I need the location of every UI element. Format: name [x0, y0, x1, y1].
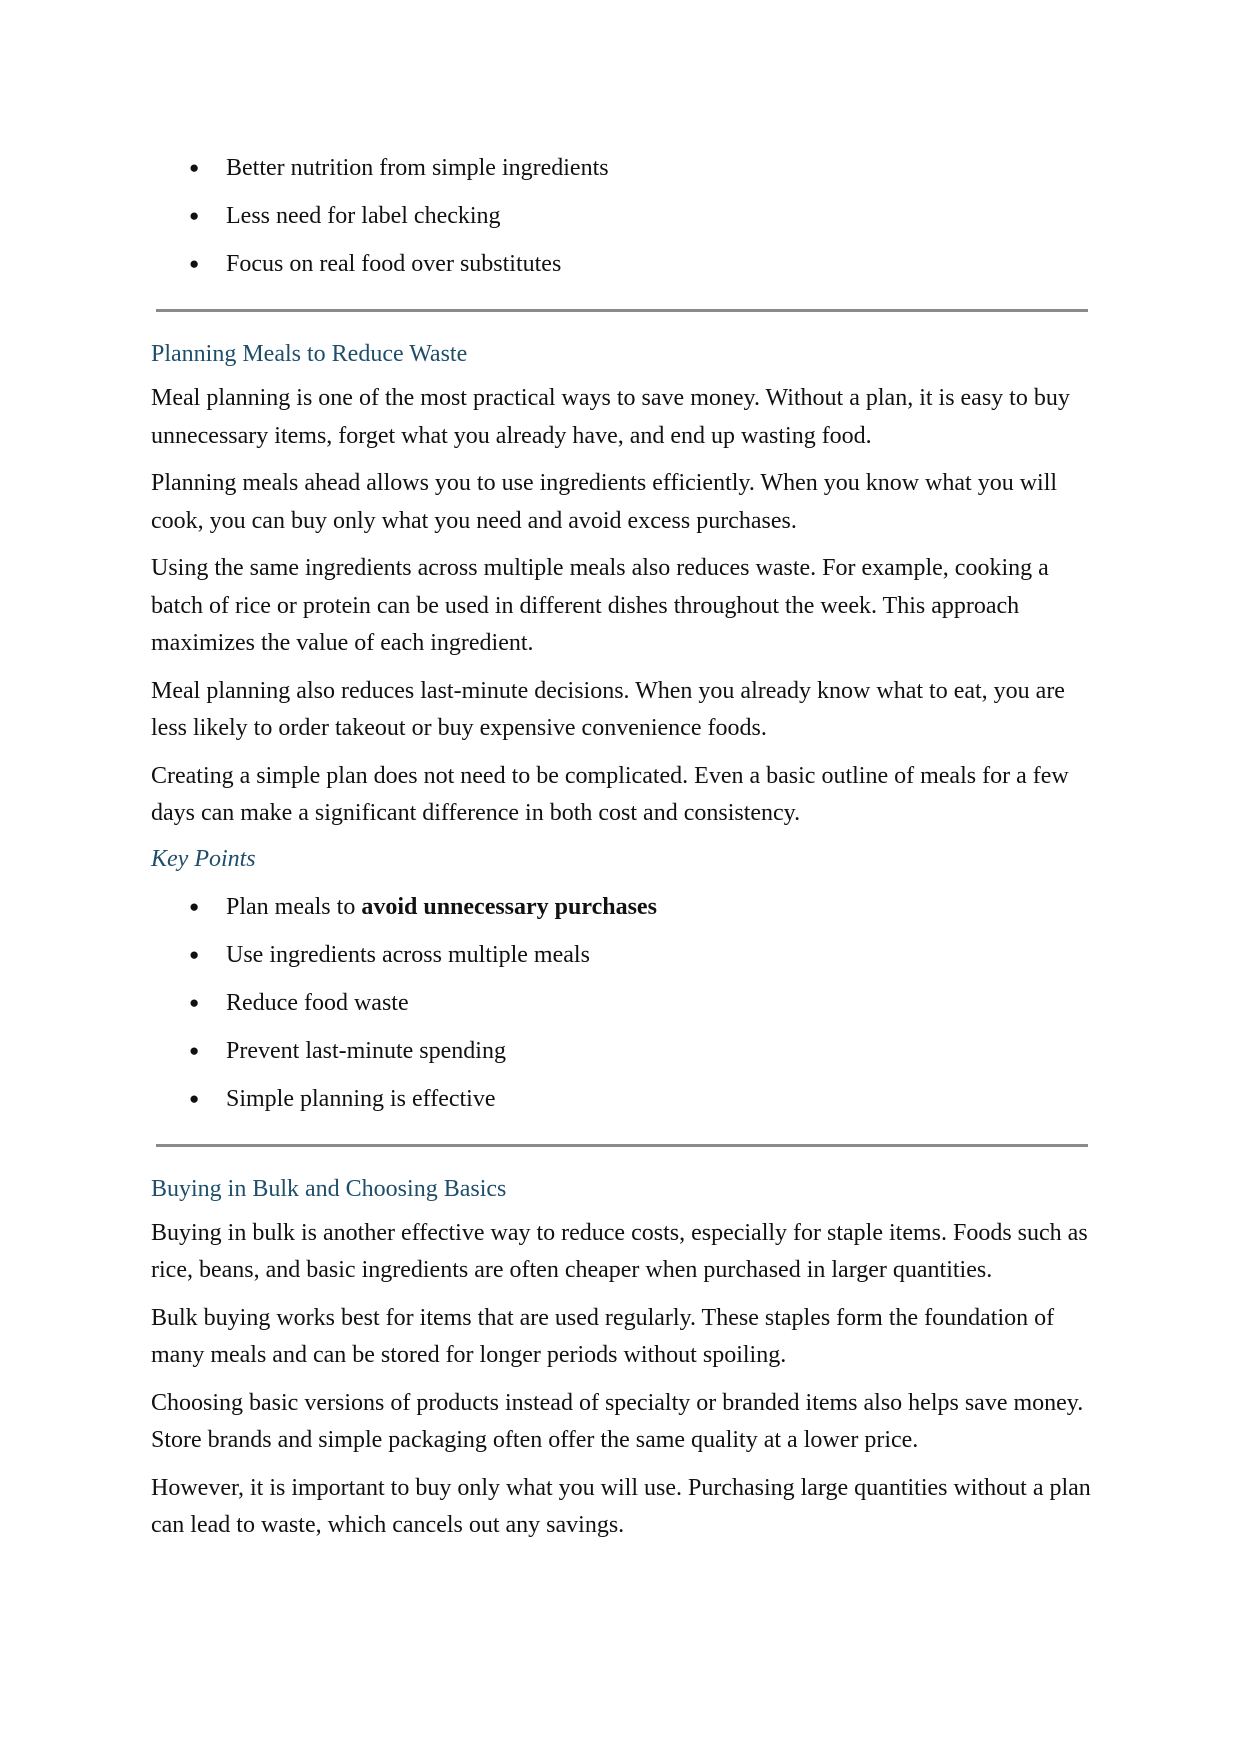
list-item-text: Simple planning is effective: [226, 1085, 496, 1112]
list-item: [151, 883, 1091, 931]
benefits-list: [151, 144, 1091, 288]
paragraph: Buying in bulk is another effective way to reduce costs, especially for staple items. Foods such as rice, beans, and basic ingredients are often cheaper when purchased in larger quantities.: [151, 1219, 1088, 1283]
bullet-icon: ●: [189, 1040, 200, 1060]
paragraph: Bulk buying works best for items that are used regularly. These staples form the foundation of many meals and can be stored for longer periods without spoiling.: [151, 1304, 1055, 1368]
section-divider: [156, 1144, 1088, 1147]
section-divider: [156, 309, 1088, 312]
list-item: [151, 1027, 1091, 1075]
bullet-icon: ●: [189, 1088, 200, 1108]
paragraph: Using the same ingredients across multiple meals also reduces waste. For example, cooking a batch of rice or protein can be used in different dishes throughout the week. This approach maximizes the value of each ingredient.: [151, 555, 1049, 656]
list-item-text: Less need for label checking: [226, 203, 501, 229]
section-heading-bulk-buying: Buying in Bulk and Choosing Basics: [151, 1175, 507, 1202]
key-points-list: [151, 883, 1091, 1123]
paragraph: Meal planning is one of the most practical ways to save money. Without a plan, it is easy to buy unnecessary items, forget what you already have, and end up wasting food.: [151, 385, 1070, 449]
list-item-text: Prevent last-minute spending: [226, 1037, 506, 1064]
paragraph: However, it is important to buy only what you will use. Purchasing large quantities without a plan can lead to waste, which cancels out any savings.: [151, 1474, 1091, 1538]
bullet-icon: ●: [189, 206, 200, 225]
paragraph: Creating a simple plan does not need to be complicated. Even a basic outline of meals for a few days can make a significant difference in both cost and consistency.: [151, 762, 1069, 826]
list-item-emphasis: avoid unnecessary purchases: [361, 893, 657, 920]
paragraph: Choosing basic versions of products instead of specialty or branded items also helps save money. Store brands and simple packaging often offer the same quality at a lower price.: [151, 1389, 1084, 1453]
paragraph: Meal planning also reduces last-minute decisions. When you already know what to eat, you are less likely to order takeout or buy expensive convenience foods.: [151, 677, 1065, 741]
list-item-text: Focus on real food over substitutes: [226, 251, 562, 277]
section-heading-meal-planning: Planning Meals to Reduce Waste: [151, 341, 468, 367]
bullet-icon: ●: [189, 254, 200, 273]
list-item: [151, 931, 1091, 979]
bullet-icon: ●: [189, 944, 200, 964]
bullet-icon: ●: [189, 158, 200, 177]
document-content: [151, 144, 1091, 1555]
list-item: [151, 240, 1091, 288]
list-item: [151, 192, 1091, 240]
bullet-icon: ●: [189, 992, 200, 1012]
bullet-icon: ●: [189, 896, 200, 916]
list-item-text: Plan meals to: [226, 893, 362, 920]
list-item: [151, 1075, 1091, 1123]
list-item-text: Better nutrition from simple ingredients: [226, 155, 609, 181]
list-item: [151, 144, 1091, 192]
list-item: [151, 979, 1091, 1027]
list-item-text: Reduce food waste: [226, 989, 409, 1016]
paragraph: Planning meals ahead allows you to use ingredients efficiently. When you know what you will cook, you can buy only what you need and avoid excess purchases.: [151, 470, 1058, 534]
list-item-text: Use ingredients across multiple meals: [226, 941, 590, 968]
key-points-label: Key Points: [151, 845, 256, 872]
